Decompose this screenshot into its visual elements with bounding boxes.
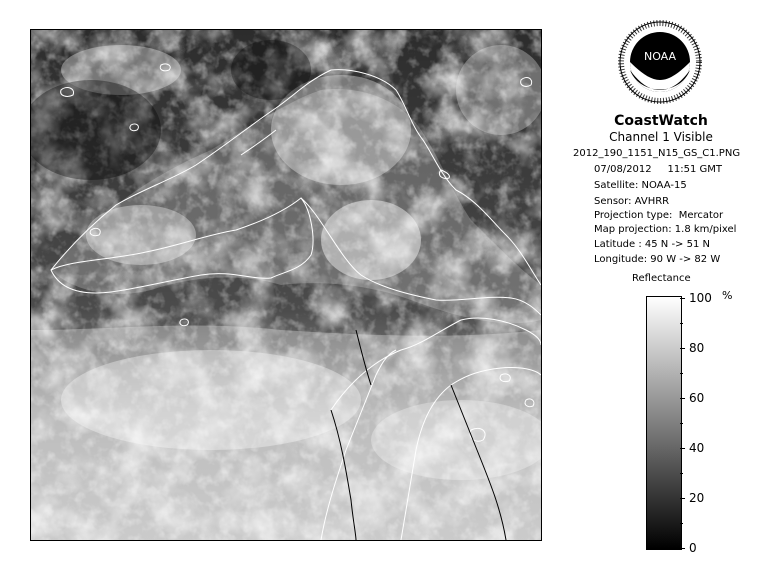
latitude-text: Latitude : 45 N -> 51 N (594, 239, 710, 250)
map-projection-text: Map projection: 1.8 km/pixel (594, 224, 737, 235)
scale-minor-tick (680, 523, 683, 524)
scale-tick (680, 498, 685, 499)
sensor-text: Sensor: AVHRR (594, 196, 670, 207)
brand-title: CoastWatch (614, 113, 708, 129)
scale-label-60: 60 (689, 391, 705, 405)
scale-label-40: 40 (689, 441, 705, 455)
colorbar (646, 296, 682, 550)
scale-tick (680, 548, 685, 549)
noaa-logo-text: NOAA (643, 50, 677, 63)
satellite-text: Satellite: NOAA-15 (594, 180, 687, 191)
scale-tick (680, 448, 685, 449)
scale-minor-tick (680, 323, 683, 324)
scale-label-80: 80 (689, 341, 705, 355)
datetime-text: 07/08/2012 11:51 GMT (594, 164, 723, 175)
scale-tick (680, 348, 685, 349)
scale-minor-tick (680, 423, 683, 424)
scale-minor-tick (680, 373, 683, 374)
scale-tick (680, 298, 685, 299)
scale-label-0: 0 (689, 541, 697, 555)
longitude-text: Longitude: 90 W -> 82 W (594, 254, 721, 265)
scale-label-20: 20 (689, 491, 705, 505)
scale-title: Reflectance (632, 273, 691, 284)
satellite-image (30, 29, 542, 541)
satellite-image-svg (31, 30, 541, 540)
scale-minor-tick (680, 473, 683, 474)
scale-tick (680, 398, 685, 399)
projection-type-text: Projection type: Mercator (594, 210, 724, 221)
filename-text: 2012_190_1151_N15_GS_C1.PNG (573, 148, 741, 159)
scale-unit: % (722, 289, 733, 302)
noaa-logo-icon (618, 14, 702, 110)
channel-label: Channel 1 Visible (609, 130, 713, 144)
scale-label-100: 100 (689, 291, 712, 305)
